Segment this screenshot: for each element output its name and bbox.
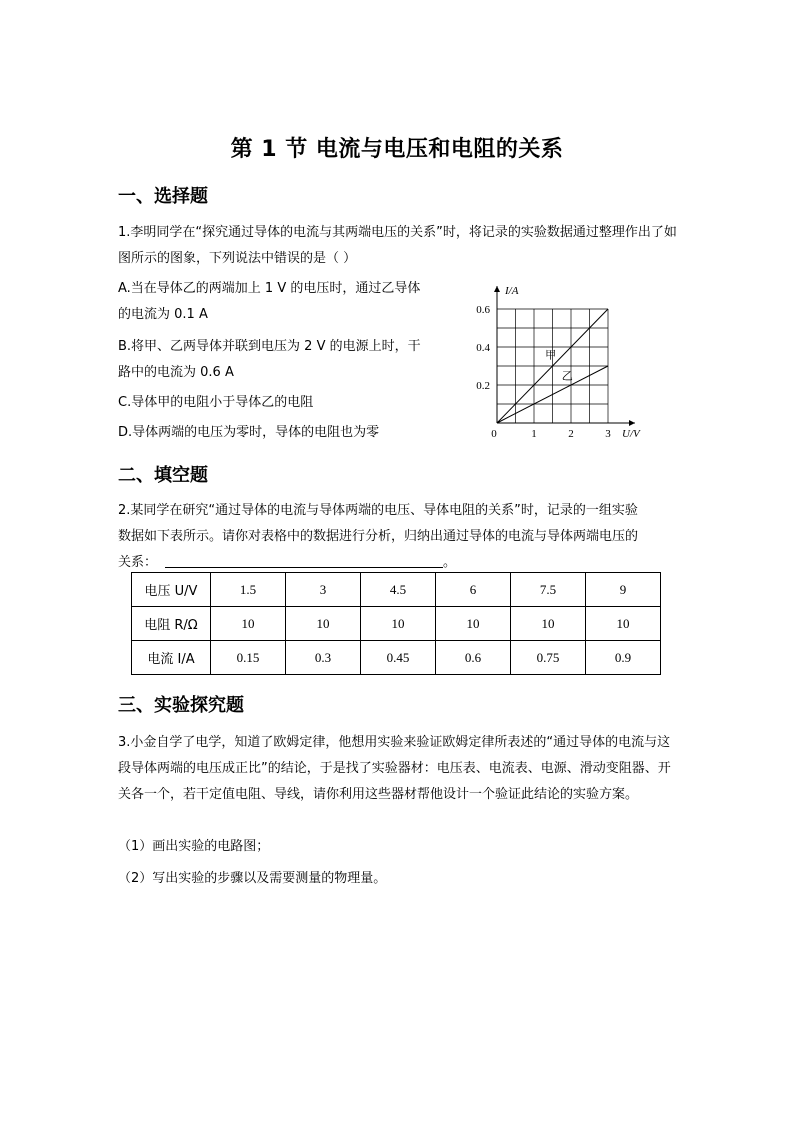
x-tick-label: 3: [605, 428, 611, 440]
table-cell: 1.5: [211, 573, 286, 607]
series-label: 乙: [561, 370, 573, 383]
option-b: [118, 334, 448, 386]
table-cell: 0.15: [211, 641, 286, 675]
option-a: [118, 276, 448, 328]
question-3-sub2: （2）写出实验的步骤以及需要测量的物理量。: [118, 871, 387, 886]
table-cell: 3: [286, 573, 361, 607]
question-3-stem: 3.小金自学了电学，知道了欧姆定律，他想用实验来验证欧姆定律所表述的“通过导体的电流与这段导体两端的电压成正比”的结论，于是找了实验器材：电压表、电流表、电源、滑动变阻器、开关各一个，若干定值电阻、导线，请你利用这些器材帮他设计一个验证此结论的实验方案。: [118, 735, 671, 802]
question-2-stem: [118, 498, 688, 576]
table-cell: 0.9: [586, 641, 661, 675]
y-tick-label: 0.4: [476, 342, 490, 354]
page-title: 第 1 节 电流与电压和电阻的关系: [230, 137, 564, 162]
table-cell: 0.75: [511, 641, 586, 675]
table-cell: 10: [361, 607, 436, 641]
table-row: [132, 607, 661, 641]
row-header: 电阻 R/Ω: [132, 607, 211, 641]
option-b-line2: 路中的电流为 0.6 A: [118, 365, 234, 380]
data-table: [131, 572, 661, 675]
table-cell: 10: [286, 607, 361, 641]
x-tick-label: 0: [491, 428, 497, 440]
table-row: [132, 573, 661, 607]
question-1-stem: 1.李明同学在“探究通过导体的电流与其两端电压的关系”时，将记录的实验数据通过整理作出了如图所示的图象，下列说法中错误的是（ ）: [118, 225, 677, 266]
table-cell: 9: [586, 573, 661, 607]
answer-blank[interactable]: [165, 553, 443, 568]
x-axis-label: U/V: [622, 428, 640, 440]
iv-graph: [465, 278, 650, 443]
table-cell: 0.6: [436, 641, 511, 675]
table-row: [132, 641, 661, 675]
option-b-line1: B.将甲、乙两导体并联到电压为 2 V 的电源上时，干: [118, 339, 421, 354]
question-2-prefix: 关系：: [118, 555, 158, 570]
question-2-line1: 2.某同学在研究“通过导体的电流与导体两端的电压、导体电阻的关系”时，记录的一组实验: [118, 503, 638, 518]
series-label: 甲: [545, 349, 557, 362]
question-2-suffix: 。: [443, 555, 457, 570]
option-a-line1: A.当在导体乙的两端加上 1 V 的电压时，通过乙导体: [118, 281, 421, 296]
table-cell: 10: [511, 607, 586, 641]
y-tick-label: 0.2: [476, 380, 490, 392]
y-tick-label: 0.6: [476, 304, 490, 316]
section-heading-experiment: 三、实验探究题: [118, 695, 244, 716]
table-cell: 4.5: [361, 573, 436, 607]
x-tick-label: 1: [531, 428, 537, 440]
table-cell: 10: [586, 607, 661, 641]
table-cell: 0.3: [286, 641, 361, 675]
row-header: 电流 I/A: [132, 641, 211, 675]
table-cell: 6: [436, 573, 511, 607]
question-2-line2: 数据如下表所示。请你对表格中的数据进行分析，归纳出通过导体的电流与导体两端电压的: [118, 529, 639, 544]
table-cell: 10: [211, 607, 286, 641]
y-axis-label: I/A: [505, 285, 519, 297]
table-cell: 7.5: [511, 573, 586, 607]
option-a-line2: 的电流为 0.1 A: [118, 307, 208, 322]
section-heading-choice: 一、选择题: [118, 186, 208, 207]
row-header: 电压 U/V: [132, 573, 211, 607]
table-cell: 10: [436, 607, 511, 641]
option-c: C.导体甲的电阻小于导体乙的电阻: [118, 395, 314, 410]
x-tick-label: 2: [568, 428, 574, 440]
question-3-sub1: （1）画出实验的电路图；: [118, 839, 270, 854]
option-d: D.导体两端的电压为零时，导体的电阻也为零: [118, 425, 380, 440]
table-cell: 0.45: [361, 641, 436, 675]
section-heading-fill: 二、填空题: [118, 465, 208, 486]
